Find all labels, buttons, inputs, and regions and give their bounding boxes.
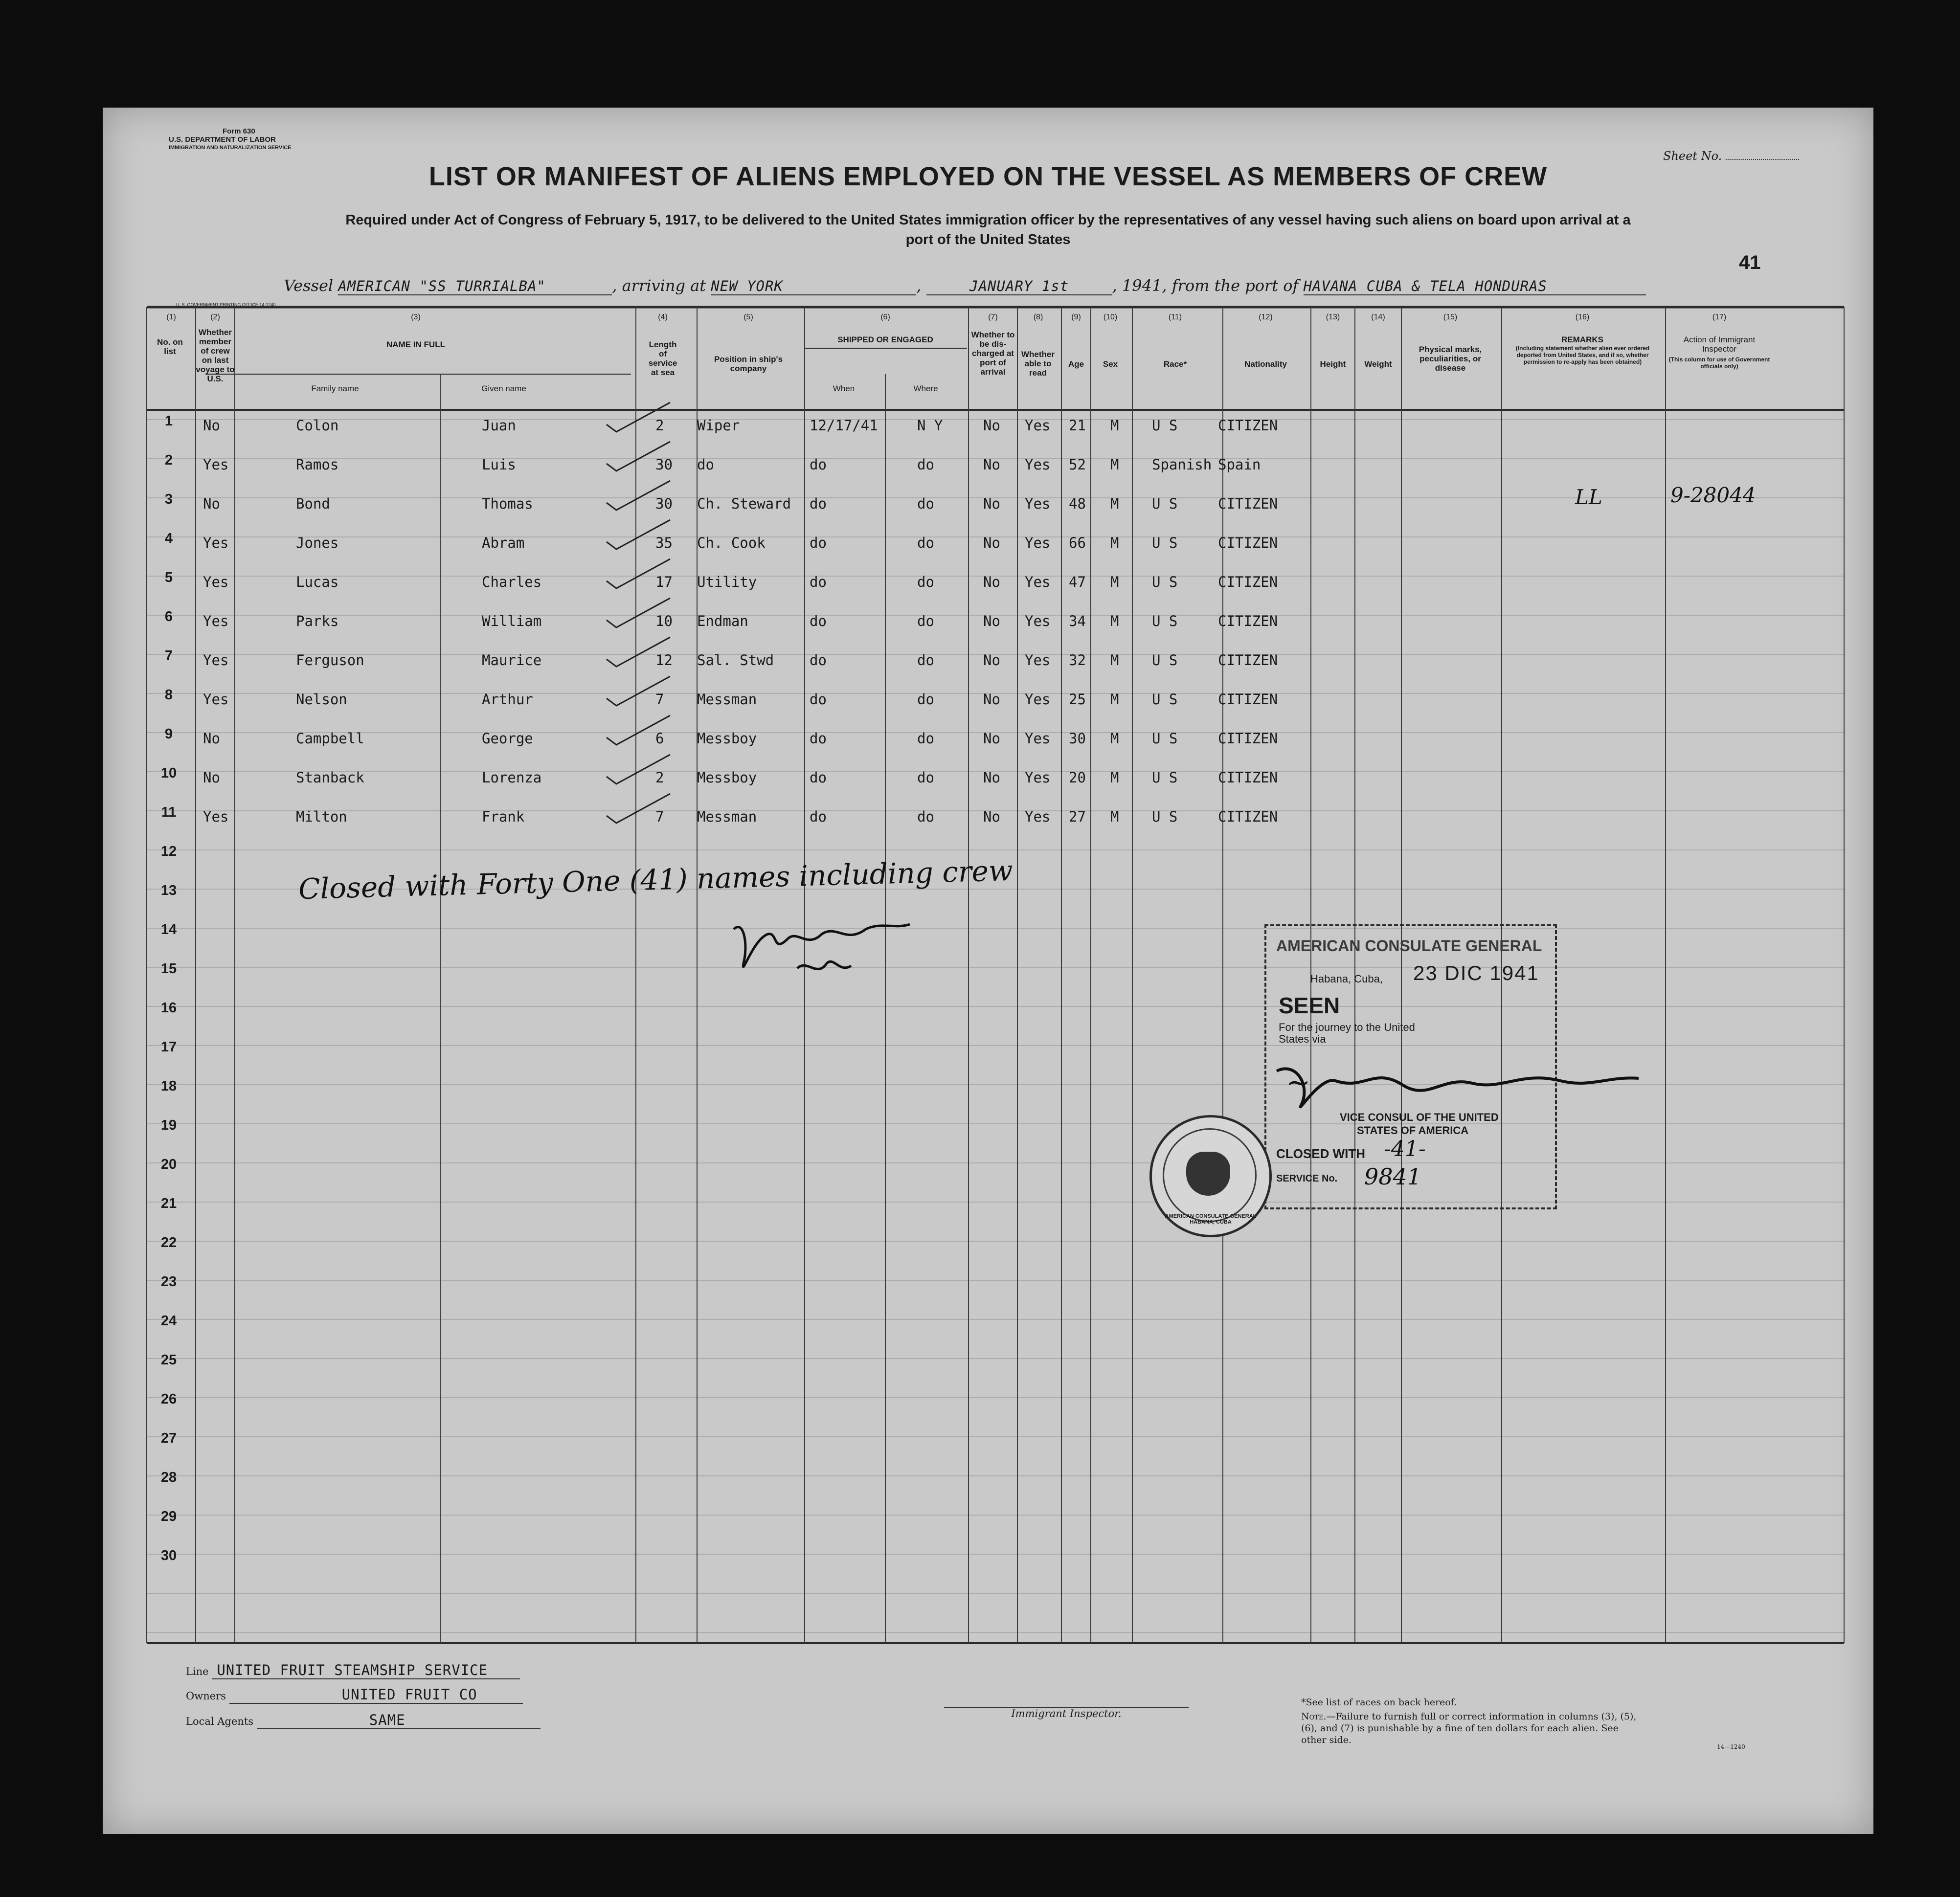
note-text: —Failure to furnish full or correct information in columns (3), (5), (6), and (7) is punishable by a fine of ten dollars for each alien. See other side. (1301, 1711, 1637, 1745)
row-number: 4 (164, 531, 173, 546)
last-voyage-cell: Yes (203, 691, 229, 708)
service-length-cell: 2 (655, 417, 664, 434)
discharged-cell: No (983, 652, 1000, 669)
family-name-cell: Jones (296, 535, 339, 551)
col17-number: (17) (1712, 313, 1727, 321)
col12-header: Nationality (1244, 359, 1287, 369)
family-name-cell: Ramos (296, 456, 339, 473)
nationality-cell: CITIZEN (1218, 574, 1278, 590)
stamp-title-1: VICE CONSUL OF THE UNITED (1340, 1111, 1499, 1123)
row-number: 11 (161, 804, 177, 820)
shipped-when-cell: do (810, 456, 827, 473)
nationality-cell: CITIZEN (1218, 808, 1278, 825)
col1-number: (1) (166, 313, 176, 321)
stamp-title-2: STATES OF AMERICA (1357, 1124, 1469, 1137)
shipped-where-cell: do (917, 652, 934, 669)
row-number: 26 (160, 1391, 177, 1407)
position-cell: Messboy (697, 730, 757, 747)
from-label: , from the port of (1162, 276, 1299, 295)
col16-number: (16) (1575, 313, 1590, 321)
shipped-when-cell: do (810, 769, 827, 786)
stamp-journey: For the journey to the United States via (1279, 1021, 1415, 1045)
able-to-read-cell: Yes (1025, 456, 1051, 473)
service-name: IMMIGRATION AND NATURALIZATION SERVICE (169, 145, 292, 151)
age-cell: 21 (1069, 417, 1086, 434)
position-cell: Messman (697, 691, 757, 708)
row-number: 24 (160, 1313, 177, 1329)
service-length-cell: 6 (655, 730, 664, 747)
discharged-cell: No (983, 808, 1000, 825)
service-length-cell: 7 (655, 808, 664, 825)
vessel-name: AMERICAN "SS TURRIALBA" (338, 278, 612, 295)
col11-number: (11) (1168, 313, 1182, 321)
family-name-cell: Nelson (296, 691, 347, 708)
stamp-closed-with-value: -41- (1384, 1137, 1426, 1161)
line-value: UNITED FRUIT STEAMSHIP SERVICE (212, 1662, 520, 1679)
row-number: 27 (160, 1430, 177, 1446)
form-code: 14—1240 (1717, 1743, 1745, 1750)
sex-cell: M (1110, 417, 1119, 434)
stamp-service-label: SERVICE No. (1276, 1173, 1338, 1184)
shipped-where-cell: N Y (917, 417, 943, 434)
arrival-date: JANUARY 1st (926, 278, 1112, 295)
check-mark-icon (602, 750, 675, 789)
position-cell: Wiper (697, 417, 740, 434)
given-name-cell: Thomas (482, 495, 533, 512)
age-cell: 20 (1069, 769, 1086, 786)
check-mark-icon (602, 671, 675, 711)
col4-header: Length of service at sea (648, 340, 677, 377)
row-number: 2 (164, 452, 173, 468)
row-number: 9 (164, 726, 173, 742)
col5-header: Position in ship's company (714, 355, 783, 373)
nationality-cell: CITIZEN (1218, 535, 1278, 551)
position-cell: Sal. Stwd (697, 652, 774, 669)
row-number: 1 (164, 413, 173, 429)
given-name-cell: Frank (482, 808, 525, 825)
row-number: 20 (160, 1157, 177, 1172)
discharged-cell: No (983, 495, 1000, 512)
age-cell: 47 (1069, 574, 1086, 590)
sex-cell: M (1110, 495, 1119, 512)
able-to-read-cell: Yes (1025, 495, 1051, 512)
shipped-where-cell: do (917, 574, 934, 590)
race-cell: U S (1152, 691, 1178, 708)
stamp-signature: ~ (1286, 1066, 1311, 1100)
shipped-where-cell: do (917, 808, 934, 825)
col17-header: Action of Immigrant Inspector (1683, 335, 1756, 354)
last-voyage-cell: Yes (203, 574, 229, 590)
service-length-cell: 30 (655, 495, 673, 512)
shipped-when-cell: do (810, 652, 827, 669)
last-voyage-cell: No (203, 417, 220, 434)
col3-header: NAME IN FULL (386, 340, 445, 349)
race-cell: U S (1152, 808, 1178, 825)
age-cell: 66 (1069, 535, 1086, 551)
race-cell: U S (1152, 417, 1178, 434)
given-name-cell: Luis (482, 456, 516, 473)
col3-given-header: Given name (481, 384, 526, 393)
check-mark-icon (602, 437, 675, 476)
shipped-when-cell: do (810, 691, 827, 708)
race-cell: U S (1152, 574, 1178, 590)
vessel-label: Vessel (284, 276, 334, 295)
year-value: 41 (1142, 276, 1162, 295)
position-cell: Ch. Cook (697, 535, 766, 551)
arriving-label: , arriving at (612, 276, 706, 295)
col9-number: (9) (1071, 313, 1081, 321)
shipped-when-cell: do (810, 808, 827, 825)
nationality-cell: Spain (1218, 456, 1261, 473)
service-length-cell: 30 (655, 456, 673, 473)
stamp-city: Habana, Cuba, (1310, 973, 1383, 985)
row-number: 8 (164, 687, 173, 703)
vessel-line: Vessel AMERICAN "SS TURRIALBA" , arriving at NEW YORK , JANUARY 1st , 1941, from the port of HAVANA CUBA & TELA HONDURAS (284, 276, 1780, 295)
row-number: 10 (160, 765, 177, 781)
col17-note: (This column for use of Government officials only) (1668, 356, 1770, 370)
last-voyage-cell: Yes (203, 456, 229, 473)
position-cell: do (697, 456, 714, 473)
check-mark-icon (602, 593, 675, 632)
col2-header: Whether member of crew on last voyage to U.S. (196, 328, 235, 383)
race-cell: U S (1152, 495, 1178, 512)
discharged-cell: No (983, 730, 1000, 747)
year-prefix: , 19 (1112, 276, 1142, 295)
able-to-read-cell: Yes (1025, 769, 1051, 786)
shipped-where-cell: do (917, 495, 934, 512)
given-name-cell: George (482, 730, 533, 747)
footer-line (186, 1662, 520, 1679)
arriving-port: NEW YORK (711, 278, 916, 295)
col8-number: (8) (1033, 313, 1043, 321)
race-cell: U S (1152, 769, 1178, 786)
family-name-cell: Parks (296, 613, 339, 629)
note-label: Note. (1301, 1711, 1327, 1722)
col8-header: Whether able to read (1021, 350, 1055, 378)
position-cell: Ch. Steward (697, 495, 791, 512)
check-mark-icon (602, 515, 675, 554)
row-number: 15 (160, 961, 177, 977)
family-name-cell: Campbell (296, 730, 364, 747)
sex-cell: M (1110, 652, 1119, 669)
last-voyage-cell: No (203, 730, 220, 747)
seal-text: AMERICAN CONSULATE GENERAL HABANA, CUBA (1165, 1213, 1257, 1225)
nationality-cell: CITIZEN (1218, 417, 1278, 434)
sex-cell: M (1110, 769, 1119, 786)
row-number: 3 (164, 491, 173, 507)
line-label: Line (186, 1666, 209, 1677)
sex-cell: M (1110, 456, 1119, 473)
col6-when-header: When (833, 384, 855, 393)
col12-number: (12) (1259, 313, 1273, 321)
given-name-cell: Arthur (482, 691, 533, 708)
age-cell: 30 (1069, 730, 1086, 747)
family-name-cell: Colon (296, 417, 339, 434)
row-number: 21 (160, 1196, 177, 1211)
owners-value: UNITED FRUIT CO (229, 1686, 523, 1704)
sex-cell: M (1110, 691, 1119, 708)
nationality-cell: CITIZEN (1218, 769, 1278, 786)
row-number: 7 (164, 648, 173, 664)
stamp-date: 23 DIC 1941 (1413, 961, 1539, 984)
stamp-signature-stroke (1267, 1056, 1648, 1135)
department-name: U.S. DEPARTMENT OF LABOR (169, 135, 276, 144)
age-cell: 52 (1069, 456, 1086, 473)
discharged-cell: No (983, 613, 1000, 629)
able-to-read-cell: Yes (1025, 417, 1051, 434)
shipped-where-cell: do (917, 691, 934, 708)
col16-header: REMARKS (1561, 335, 1603, 344)
nationality-cell: CITIZEN (1218, 652, 1278, 669)
able-to-read-cell: Yes (1025, 613, 1051, 629)
service-length-cell: 7 (655, 691, 664, 708)
col4-number: (4) (658, 313, 668, 321)
row-number: 28 (160, 1470, 177, 1485)
row-number: 17 (160, 1039, 177, 1055)
col15-number: (15) (1443, 313, 1458, 321)
given-name-cell: William (482, 613, 542, 629)
col5-number: (5) (743, 313, 753, 321)
inspector-action-row2: 9-28044 (1670, 483, 1756, 507)
col7-header: Whether to be dis-charged at port of arrival (971, 330, 1015, 377)
agents-label: Local Agents (186, 1716, 254, 1727)
age-cell: 25 (1069, 691, 1086, 708)
shipped-where-cell: do (917, 613, 934, 629)
col6-header: SHIPPED OR ENGAGED (837, 335, 933, 344)
check-mark-icon (602, 632, 675, 671)
row-number: 16 (160, 1000, 177, 1016)
nationality-cell: CITIZEN (1218, 730, 1278, 747)
row-number: 14 (160, 922, 177, 937)
sheet-label: Sheet No. (1663, 149, 1722, 163)
shipped-where-cell: do (917, 769, 934, 786)
last-voyage-cell: Yes (203, 652, 229, 669)
service-length-cell: 35 (655, 535, 673, 551)
discharged-cell: No (983, 417, 1000, 434)
closing-note: Closed with Forty One (41) names including crew (298, 853, 1014, 906)
family-name-cell: Stanback (296, 769, 364, 786)
col15-header: Physical marks, peculiarities, or disease (1419, 345, 1482, 373)
printing-office-note: U. S. GOVERNMENT PRINTING OFFICE 14-1240 (176, 302, 276, 307)
row-number: 29 (160, 1509, 177, 1524)
col13-number: (13) (1326, 313, 1340, 321)
race-note: *See list of races on back hereof. (1301, 1697, 1457, 1708)
inspector-signature (724, 910, 929, 1007)
stamp-service-value: 9841 (1364, 1163, 1422, 1190)
owners-label: Owners (186, 1690, 226, 1702)
footer-agents (186, 1712, 541, 1729)
able-to-read-cell: Yes (1025, 535, 1051, 551)
given-name-cell: Charles (482, 574, 542, 590)
age-cell: 48 (1069, 495, 1086, 512)
row-number: 18 (160, 1078, 177, 1094)
check-mark-icon (602, 711, 675, 750)
col10-number: (10) (1103, 313, 1118, 321)
col7-number: (7) (988, 313, 998, 321)
inspector-label: Immigrant Inspector. (1011, 1708, 1122, 1719)
age-cell: 32 (1069, 652, 1086, 669)
race-cell: Spanish (1152, 456, 1212, 473)
discharged-cell: No (983, 574, 1000, 590)
last-voyage-cell: No (203, 769, 220, 786)
check-mark-icon (602, 398, 675, 437)
given-name-cell: Lorenza (482, 769, 542, 786)
check-mark-icon (602, 789, 675, 828)
age-cell: 27 (1069, 808, 1086, 825)
position-cell: Messman (697, 808, 757, 825)
row-number: 13 (160, 883, 177, 898)
shipped-when-cell: do (810, 730, 827, 747)
shipped-where-cell: do (917, 535, 934, 551)
shipped-when-cell: do (810, 495, 827, 512)
col16-note: (Including statement whether alien ever ordered deported from United States, and if so, whether permission to re-apply has been obtained) (1515, 345, 1650, 365)
row-number: 6 (164, 609, 173, 625)
shipped-where-cell: do (917, 730, 934, 747)
row-number: 5 (164, 570, 173, 585)
row-number: 25 (160, 1352, 177, 1368)
service-length-cell: 17 (655, 574, 673, 590)
penalty-note (1301, 1711, 1644, 1746)
able-to-read-cell: Yes (1025, 652, 1051, 669)
col2-number: (2) (210, 313, 220, 321)
position-cell: Messboy (697, 769, 757, 786)
col3-family-header: Family name (311, 384, 359, 393)
last-voyage-cell: Yes (203, 808, 229, 825)
check-mark-icon (602, 554, 675, 593)
last-voyage-cell: No (203, 495, 220, 512)
shipped-when-cell: do (810, 613, 827, 629)
shipped-when-cell: do (810, 535, 827, 551)
col9-header: Age (1068, 359, 1084, 369)
last-voyage-cell: Yes (203, 613, 229, 629)
from-port: HAVANA CUBA & TELA HONDURAS (1304, 278, 1646, 295)
discharged-cell: No (983, 456, 1000, 473)
nationality-cell: CITIZEN (1218, 613, 1278, 629)
row-number: 12 (160, 844, 177, 859)
able-to-read-cell: Yes (1025, 730, 1051, 747)
page-number: 41 (1739, 252, 1761, 273)
page-title: LIST OR MANIFEST OF ALIENS EMPLOYED ON THE VESSEL AS MEMBERS OF CREW (428, 162, 1548, 191)
given-name-cell: Abram (482, 535, 525, 551)
subtitle-line-1: Required under Act of Congress of February 5, 1917, to be delivered to the United States immigration officer by the representatives of any vessel having such aliens on board upon arrival at a (345, 212, 1631, 228)
manifest-sheet (103, 108, 1873, 1834)
service-length-cell: 2 (655, 769, 664, 786)
family-name-cell: Ferguson (296, 652, 364, 669)
footer-owners (186, 1686, 523, 1704)
col1-header: No. on list (157, 337, 183, 356)
family-name-cell: Lucas (296, 574, 339, 590)
age-cell: 34 (1069, 613, 1086, 629)
race-cell: U S (1152, 613, 1178, 629)
position-cell: Endman (697, 613, 748, 629)
stamp-closed-with-label: CLOSED WITH (1276, 1146, 1365, 1161)
row-number: 30 (160, 1548, 177, 1563)
check-mark-icon (602, 476, 675, 515)
sex-cell: M (1110, 808, 1119, 825)
row-number: 23 (160, 1274, 177, 1290)
shipped-where-cell: do (917, 456, 934, 473)
shipped-when-cell: do (810, 574, 827, 590)
row-number: 22 (160, 1235, 177, 1250)
consulate-seal (1149, 1115, 1272, 1237)
given-name-cell: Juan (482, 417, 516, 434)
race-cell: U S (1152, 535, 1178, 551)
col6-number: (6) (880, 313, 890, 321)
col14-number: (14) (1371, 313, 1385, 321)
position-cell: Utility (697, 574, 757, 590)
stamp-seen: SEEN (1279, 993, 1340, 1018)
subtitle-line-2: port of the United States (905, 232, 1071, 247)
immigrant-inspector-line (944, 1707, 1189, 1719)
service-length-cell: 12 (655, 652, 673, 669)
col10-header: Sex (1103, 359, 1118, 369)
race-cell: U S (1152, 652, 1178, 669)
form-number: Form 630 (223, 127, 255, 135)
sex-cell: M (1110, 613, 1119, 629)
nationality-cell: CITIZEN (1218, 691, 1278, 708)
remark-row2: LL (1575, 485, 1602, 509)
sex-cell: M (1110, 535, 1119, 551)
col3-number: (3) (411, 313, 421, 321)
last-voyage-cell: Yes (203, 535, 229, 551)
able-to-read-cell: Yes (1025, 808, 1051, 825)
discharged-cell: No (983, 691, 1000, 708)
nationality-cell: CITIZEN (1218, 495, 1278, 512)
able-to-read-cell: Yes (1025, 691, 1051, 708)
col13-header: Height (1320, 359, 1346, 369)
discharged-cell: No (983, 769, 1000, 786)
col6-where-header: Where (913, 384, 938, 393)
given-name-cell: Maurice (482, 652, 542, 669)
service-length-cell: 10 (655, 613, 673, 629)
able-to-read-cell: Yes (1025, 574, 1051, 590)
stamp-header: AMERICAN CONSULATE GENERAL (1276, 937, 1542, 955)
shipped-when-cell: 12/17/41 (810, 417, 878, 434)
col11-header: Race* (1163, 359, 1187, 369)
col14-header: Weight (1364, 359, 1392, 369)
race-cell: U S (1152, 730, 1178, 747)
agents-value: SAME (257, 1712, 541, 1729)
sex-cell: M (1110, 574, 1119, 590)
row-number: 19 (160, 1117, 177, 1133)
family-name-cell: Milton (296, 808, 347, 825)
sex-cell: M (1110, 730, 1119, 747)
family-name-cell: Bond (296, 495, 330, 512)
discharged-cell: No (983, 535, 1000, 551)
